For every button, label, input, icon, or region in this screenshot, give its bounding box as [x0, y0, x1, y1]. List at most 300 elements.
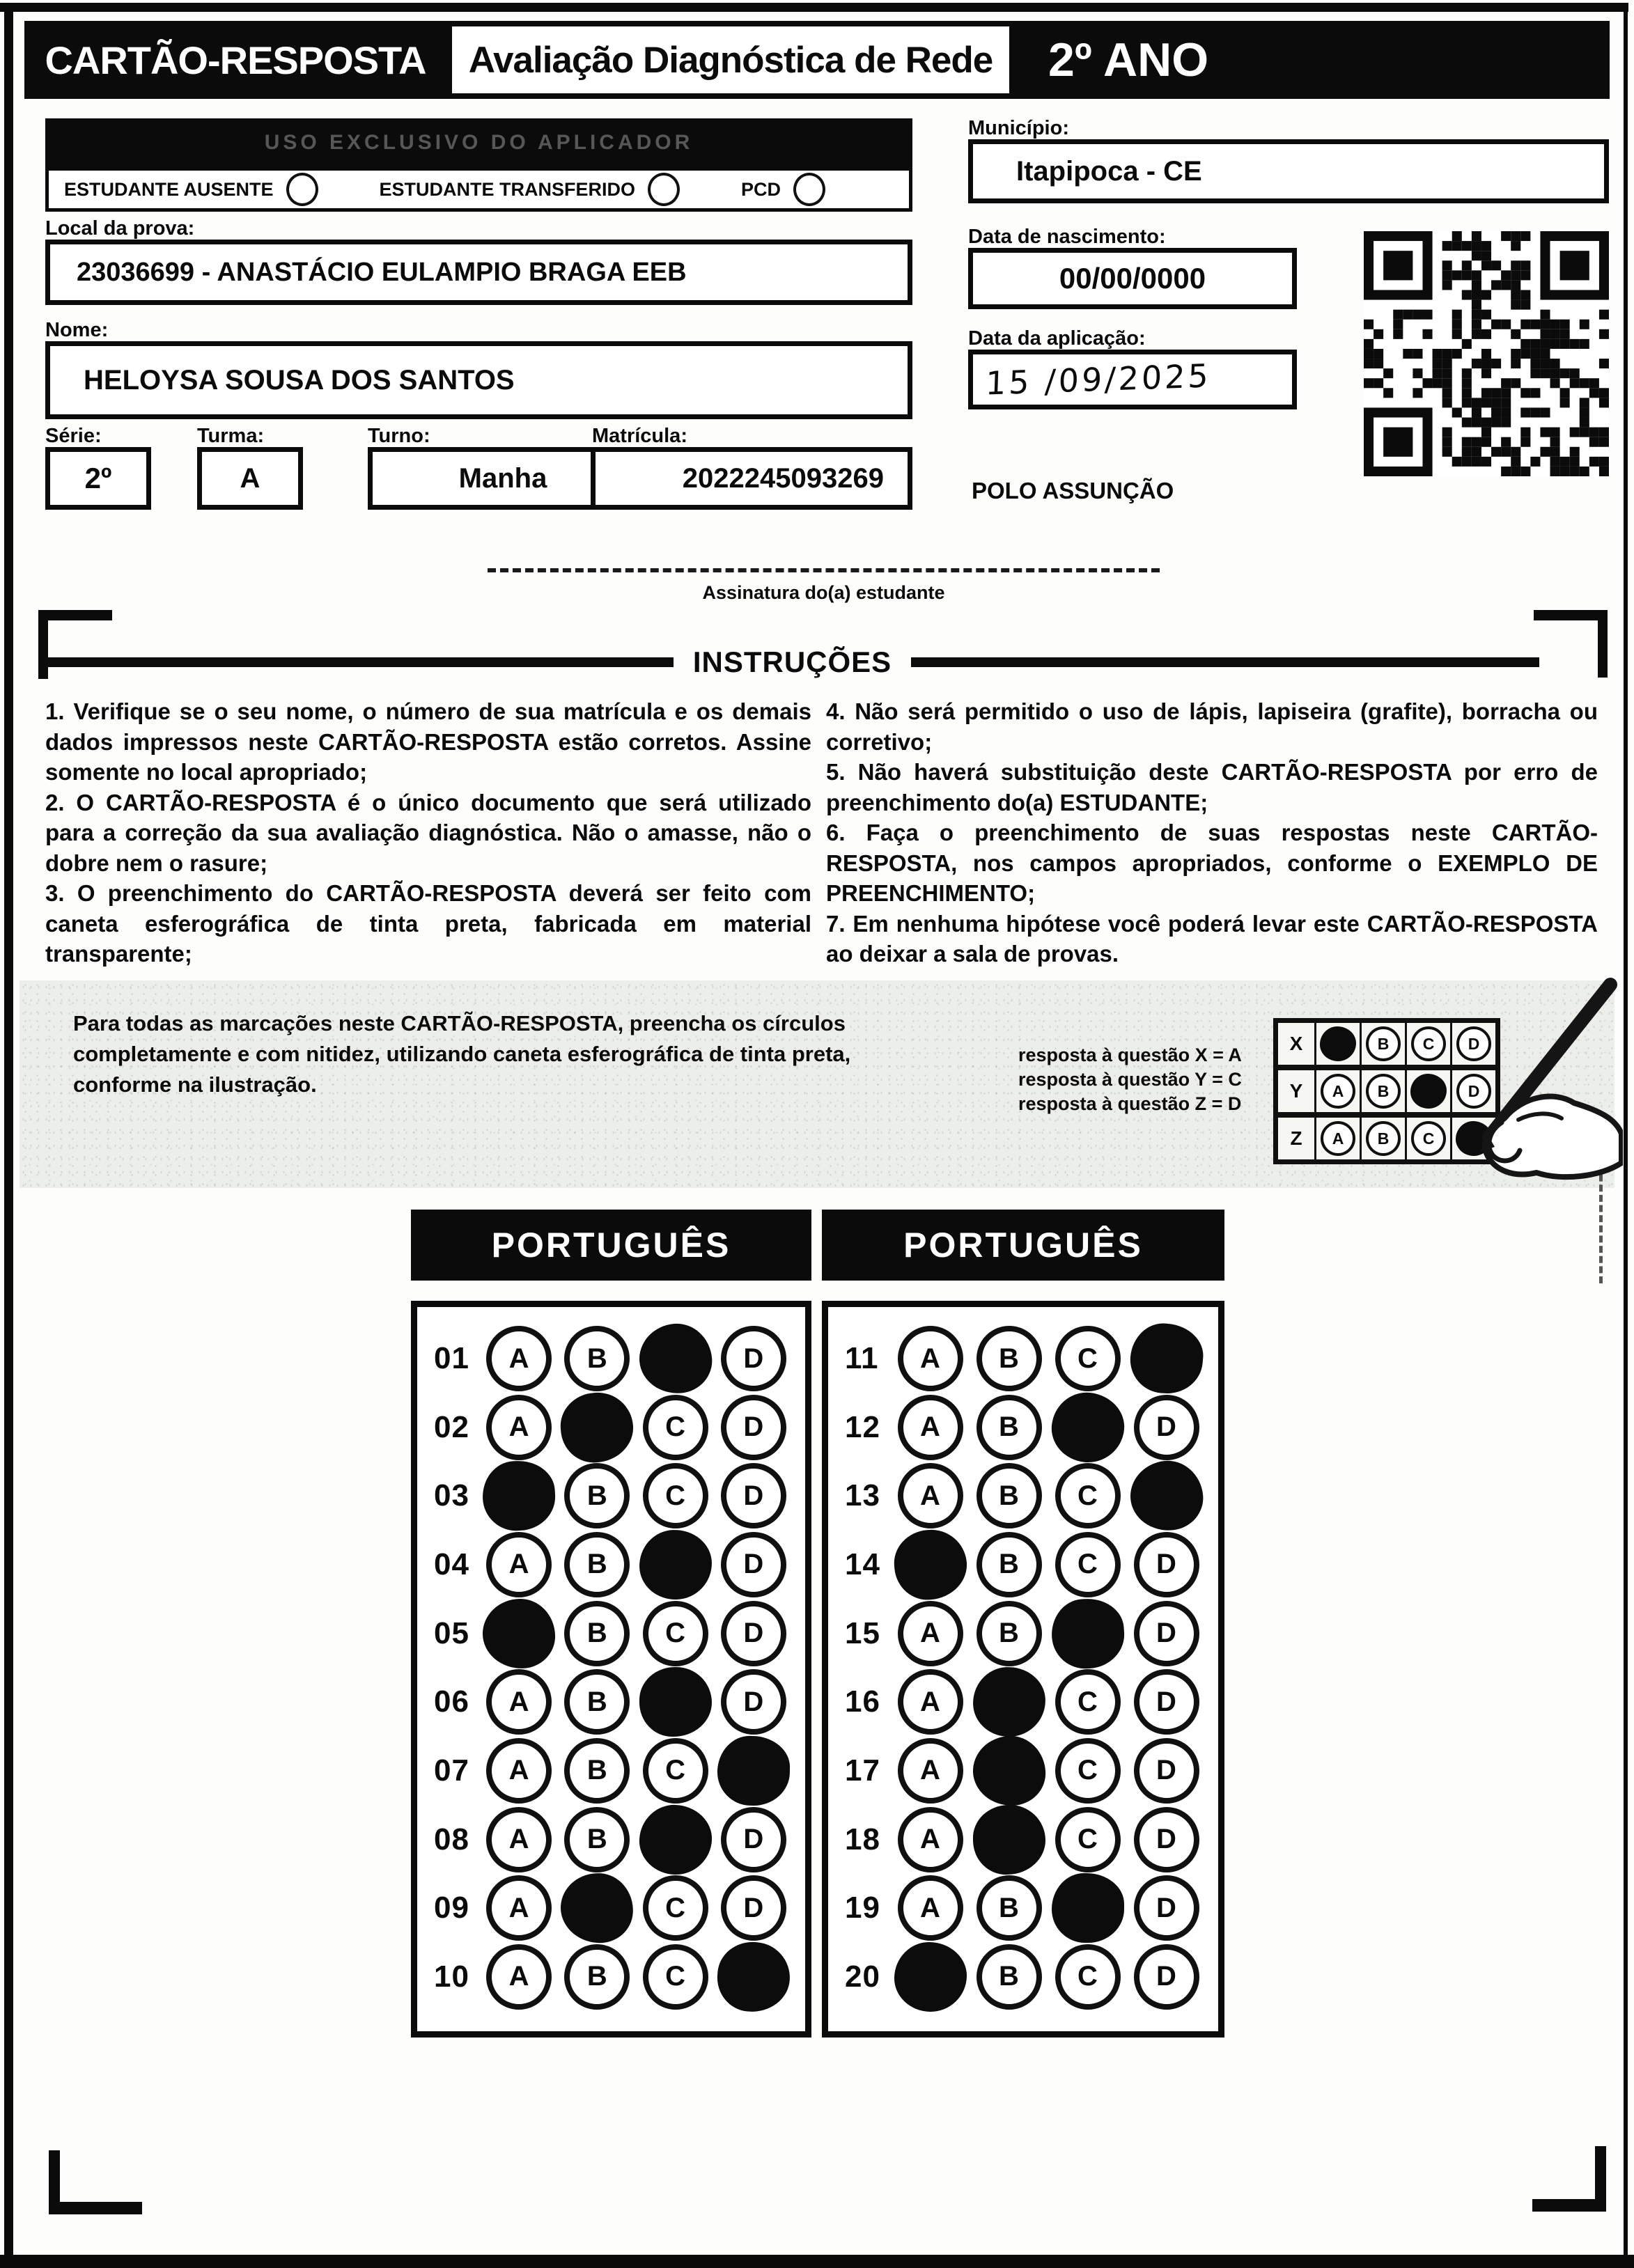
bubble-A[interactable]	[486, 1532, 552, 1597]
bubble-cell	[480, 1944, 558, 2010]
bubble-B[interactable]	[564, 1669, 630, 1735]
header-bar	[24, 21, 1610, 99]
bubble-letter: A	[920, 1892, 940, 1923]
bubble-C[interactable]	[643, 1601, 708, 1666]
bubble-letter: B	[999, 1961, 1019, 1992]
applicator-option-circle[interactable]	[793, 173, 825, 206]
bubble-C[interactable]	[1055, 1738, 1121, 1804]
question-number: 12	[845, 1409, 880, 1444]
bubble-A[interactable]	[898, 1395, 963, 1460]
matricula-label: Matrícula:	[592, 425, 687, 447]
bubble-B-marked[interactable]	[972, 1735, 1046, 1807]
question-number: 03	[434, 1478, 469, 1513]
bubble-letter: A	[508, 1892, 529, 1923]
bubble-cell	[1127, 1394, 1206, 1461]
bubble-B[interactable]	[564, 1807, 630, 1872]
bubble-B[interactable]	[564, 1463, 630, 1528]
signature-line[interactable]	[488, 568, 1160, 572]
question-number: 13	[845, 1478, 880, 1513]
grade-label: 2º ANO	[1015, 21, 1610, 99]
example-answer-notes	[1018, 1042, 1269, 1118]
bubble-cell	[970, 1737, 1048, 1804]
bubble-A[interactable]	[486, 1875, 552, 1941]
bubble-letter: C	[1422, 1034, 1435, 1053]
bubble-D[interactable]	[1134, 1738, 1199, 1804]
bubble-B[interactable]	[976, 1944, 1042, 2010]
example-bubble-cell[interactable]	[1316, 1118, 1362, 1159]
bubble-cell	[970, 1462, 1048, 1529]
bubble-letter: B	[586, 1618, 607, 1649]
bubble-A[interactable]	[898, 1669, 963, 1735]
example-bubble-A[interactable]	[1321, 1074, 1355, 1109]
bubble-letter: B	[586, 1824, 607, 1855]
example-bubble-B[interactable]	[1366, 1026, 1401, 1061]
bubble-letter: A	[508, 1755, 529, 1786]
instructions-title: INSTRUÇÕES	[692, 646, 892, 678]
bubble-cell	[1048, 1944, 1127, 2010]
bubble-letter: D	[1468, 1034, 1480, 1053]
bubble-D[interactable]	[1134, 1395, 1199, 1460]
bubble-cell	[715, 1668, 793, 1735]
answer-row	[417, 1600, 793, 1667]
question-number: 07	[434, 1753, 469, 1788]
example-bubble-A-marked[interactable]	[1320, 1026, 1356, 1061]
bubble-cell	[558, 1944, 636, 2010]
bubble-A[interactable]	[486, 1944, 552, 2010]
question-number: 15	[845, 1616, 880, 1650]
bubble-D-marked[interactable]	[1127, 1457, 1206, 1534]
bubble-cell	[1048, 1668, 1127, 1735]
example-bubble-B[interactable]	[1366, 1074, 1401, 1109]
bubble-A-marked[interactable]	[891, 1527, 969, 1603]
applicator-option	[741, 173, 825, 206]
bubble-letter: C	[665, 1411, 686, 1443]
answer-row	[417, 1806, 793, 1873]
bubble-letter: D	[1156, 1755, 1176, 1786]
answer-row	[417, 1462, 793, 1529]
bubble-C[interactable]	[1055, 1463, 1121, 1528]
bubble-letter: B	[586, 1686, 607, 1717]
bubble-D[interactable]	[721, 1395, 786, 1460]
bubble-cell	[1127, 1531, 1206, 1598]
applicator-option-circle[interactable]	[286, 173, 318, 206]
applicator-bar-label: USO EXCLUSIVO DO APLICADOR	[264, 131, 694, 154]
bubble-A-marked[interactable]	[894, 1941, 967, 2012]
bubble-C[interactable]	[1055, 1669, 1121, 1735]
instructions-column-left	[45, 696, 811, 969]
bubble-B[interactable]	[564, 1601, 630, 1666]
answer-row	[828, 1944, 1206, 2010]
bubble-A[interactable]	[486, 1807, 552, 1872]
bubble-A-marked[interactable]	[481, 1460, 557, 1533]
instruction-item: 7. Em nenhuma hipótese você poderá levar este CARTÃO-RESPOSTA ao deixar a sala de provas.	[826, 910, 1598, 967]
bubble-letter: A	[920, 1411, 940, 1443]
bubble-B[interactable]	[564, 1532, 630, 1597]
bubble-cell	[715, 1325, 793, 1392]
bubble-A[interactable]	[898, 1875, 963, 1941]
bubble-C[interactable]	[1055, 1326, 1121, 1391]
question-number: 05	[434, 1616, 469, 1650]
bubble-letter: D	[1468, 1081, 1480, 1100]
bubble-letter: B	[586, 1480, 607, 1511]
bubble-cell	[715, 1462, 793, 1529]
instruction-item: 4. Não será permitido o uso de lápis, lapiseira (grafite), borracha ou corretivo;	[826, 698, 1598, 755]
bubble-letter: B	[586, 1755, 607, 1786]
bubble-cell	[637, 1600, 715, 1667]
bubble-cell	[891, 1325, 970, 1392]
example-answer-note: resposta à questão Z = D	[1018, 1093, 1242, 1114]
bubble-D[interactable]	[721, 1669, 786, 1735]
bubble-C-marked[interactable]	[639, 1667, 712, 1737]
bubble-C-marked[interactable]	[638, 1804, 713, 1876]
bubble-D[interactable]	[721, 1601, 786, 1666]
bubble-A[interactable]	[898, 1601, 963, 1666]
example-bubble-A[interactable]	[1321, 1121, 1355, 1156]
bubble-cell	[637, 1394, 715, 1461]
bubble-letter: D	[743, 1480, 764, 1511]
bubble-cell	[1048, 1394, 1127, 1461]
instructions-header	[45, 646, 1539, 678]
turma-value: A	[240, 462, 260, 494]
page-border-top	[0, 3, 1628, 12]
bubble-C[interactable]	[643, 1944, 708, 2010]
nome-label: Nome:	[45, 319, 109, 341]
bubble-cell	[891, 1668, 970, 1735]
instruction-item: 5. Não haverá substituição deste CARTÃO-RESPOSTA por erro de preenchimento do(a) ESTUDANTE;	[826, 759, 1598, 815]
turma-box	[197, 447, 303, 510]
bubble-cell	[637, 1875, 715, 1941]
answer-row	[417, 1737, 793, 1804]
section-title-portugues-2: PORTUGUÊS	[822, 1210, 1224, 1281]
bubble-letter: A	[508, 1343, 529, 1374]
turma-label: Turma:	[197, 425, 265, 447]
bubble-D[interactable]	[721, 1807, 786, 1872]
bubble-letter: D	[1156, 1618, 1176, 1649]
qr-code	[1364, 231, 1609, 476]
nome-value: HELOYSA SOUSA DOS SANTOS	[84, 364, 515, 396]
nome-box	[45, 341, 912, 419]
bubble-letter: A	[508, 1549, 529, 1580]
example-answer-note: resposta à questão X = A	[1018, 1045, 1242, 1065]
bubble-cell	[558, 1462, 636, 1529]
bubble-letter: C	[1077, 1961, 1098, 1992]
bubble-cell	[480, 1325, 558, 1392]
bubble-cell	[558, 1394, 636, 1461]
turno-label: Turno:	[368, 425, 430, 447]
bubble-A[interactable]	[486, 1669, 552, 1735]
example-bubble-B[interactable]	[1366, 1121, 1401, 1156]
bubble-letter: C	[1077, 1343, 1098, 1374]
answer-row	[417, 1531, 793, 1598]
bubble-C[interactable]	[643, 1738, 708, 1804]
serie-value: 2º	[84, 462, 112, 494]
answer-row	[417, 1668, 793, 1735]
bubble-C-marked[interactable]	[1048, 1389, 1128, 1465]
bubble-letter: D	[1156, 1411, 1176, 1443]
bubble-letter: C	[665, 1755, 686, 1786]
bubble-letter: B	[586, 1343, 607, 1374]
question-number: 11	[845, 1341, 879, 1375]
example-row-label: X	[1278, 1023, 1316, 1065]
bubble-cell	[891, 1806, 970, 1873]
bubble-C[interactable]	[643, 1395, 708, 1460]
answer-row	[828, 1462, 1206, 1529]
corner-bracket-bottom-left	[49, 2150, 142, 2214]
applicator-option	[64, 173, 318, 206]
bubble-A[interactable]	[486, 1395, 552, 1460]
answer-row	[828, 1394, 1206, 1461]
bubble-cell	[558, 1737, 636, 1804]
bubble-cell	[891, 1944, 970, 2010]
bubble-cell	[970, 1325, 1048, 1392]
example-row-label: Z	[1278, 1118, 1316, 1159]
applicator-option-circle[interactable]	[648, 173, 680, 206]
bubble-cell	[891, 1737, 970, 1804]
bubble-cell	[480, 1394, 558, 1461]
bubble-D[interactable]	[721, 1875, 786, 1941]
serie-label: Série:	[45, 425, 102, 447]
bubble-cell	[715, 1737, 793, 1804]
bubble-cell	[1048, 1531, 1127, 1598]
bubble-cell	[1127, 1806, 1206, 1873]
bubble-letter: C	[665, 1618, 686, 1649]
bubble-cell	[1048, 1462, 1127, 1529]
section-title-portugues-1: PORTUGUÊS	[411, 1210, 811, 1281]
bubble-cell	[480, 1737, 558, 1804]
applicator-option-label: PCD	[740, 178, 781, 200]
bubble-cell	[1048, 1806, 1127, 1873]
data-aplicacao-handwritten-value: 15 /09/2025	[985, 357, 1212, 402]
bubble-B-marked[interactable]	[559, 1390, 636, 1464]
data-nascimento-value: 00/00/0000	[1059, 262, 1206, 295]
bubble-D[interactable]	[1134, 1944, 1199, 2010]
bubble-D[interactable]	[721, 1326, 786, 1391]
bubble-B[interactable]	[976, 1532, 1042, 1597]
bubble-A[interactable]	[898, 1463, 963, 1528]
bubble-B[interactable]	[564, 1738, 630, 1804]
bubble-cell	[637, 1325, 715, 1392]
corner-bracket-bottom-right	[1532, 2146, 1606, 2212]
bubble-B[interactable]	[976, 1326, 1042, 1391]
bubble-letter: B	[999, 1411, 1019, 1443]
bubble-letter: A	[508, 1686, 529, 1717]
bubble-D-marked[interactable]	[715, 1939, 793, 2014]
answer-row	[828, 1531, 1206, 1598]
bubble-B-marked[interactable]	[972, 1804, 1046, 1875]
bubble-cell	[970, 1875, 1048, 1941]
bubble-letter: D	[743, 1686, 764, 1717]
local-da-prova-box	[45, 240, 912, 305]
bubble-cell	[637, 1531, 715, 1598]
bubble-letter: B	[999, 1618, 1019, 1649]
bubble-C[interactable]	[1055, 1807, 1121, 1872]
data-nascimento-label: Data de nascimento:	[968, 226, 1166, 248]
bubble-cell	[1127, 1737, 1206, 1804]
bubble-C[interactable]	[643, 1463, 708, 1528]
bubble-cell	[637, 1944, 715, 2010]
bubble-cell	[1127, 1668, 1206, 1735]
bubble-cell	[1048, 1600, 1127, 1667]
bubble-cell	[558, 1325, 636, 1392]
bubble-C[interactable]	[1055, 1532, 1121, 1597]
bubble-letter: D	[743, 1618, 764, 1649]
bubble-B-marked[interactable]	[559, 1872, 635, 1945]
example-bubble-cell[interactable]	[1316, 1023, 1362, 1065]
data-aplicacao-box[interactable]	[968, 350, 1297, 409]
instruction-item: 2. O CARTÃO-RESPOSTA é o único documento que será utilizado para a correção da sua avaliação diagnóstica. Não o amasse, não o dobre nem o rasure;	[45, 789, 811, 876]
answer-row	[417, 1325, 793, 1392]
example-bubble-cell[interactable]	[1316, 1070, 1362, 1112]
bubble-letter: C	[665, 1961, 686, 1992]
bubble-cell	[480, 1600, 558, 1667]
applicator-options-row	[45, 167, 912, 212]
bubble-cell	[891, 1531, 970, 1598]
answer-row	[828, 1806, 1206, 1873]
bubble-D[interactable]	[721, 1463, 786, 1528]
bubble-cell	[891, 1394, 970, 1461]
bubble-letter: B	[999, 1892, 1019, 1923]
serie-box	[45, 447, 151, 510]
bubble-A-marked[interactable]	[482, 1598, 556, 1669]
bubble-A[interactable]	[486, 1738, 552, 1804]
bubble-letter: C	[665, 1892, 686, 1923]
bubble-cell	[970, 1668, 1048, 1735]
question-number: 04	[434, 1547, 469, 1581]
bubble-letter: B	[586, 1961, 607, 1992]
bubble-D[interactable]	[1134, 1669, 1199, 1735]
answer-row	[828, 1668, 1206, 1735]
bubble-A[interactable]	[898, 1326, 963, 1391]
bubble-cell	[715, 1531, 793, 1598]
bubble-letter: A	[1332, 1081, 1344, 1100]
bubble-cell	[1048, 1737, 1127, 1804]
answer-row	[828, 1600, 1206, 1667]
answer-block-questions-11-20	[822, 1301, 1224, 2038]
bubble-cell	[637, 1668, 715, 1735]
polo-label: POLO ASSUNÇÃO	[972, 478, 1174, 503]
bubble-C-marked[interactable]	[1052, 1873, 1124, 1943]
question-number: 10	[434, 1959, 469, 1994]
bubble-letter: A	[508, 1411, 529, 1443]
bubble-cell	[1127, 1462, 1206, 1529]
bubble-letter: D	[743, 1549, 764, 1580]
instructions-column-right	[826, 696, 1598, 969]
bubble-cell	[970, 1394, 1048, 1461]
bubble-cell	[558, 1806, 636, 1873]
bubble-D-marked[interactable]	[1127, 1321, 1205, 1397]
answer-row	[417, 1944, 793, 2010]
bubble-D[interactable]	[1134, 1532, 1199, 1597]
corner-bracket-top-right	[1534, 610, 1608, 678]
bubble-cell	[1048, 1325, 1127, 1392]
bubble-cell	[1127, 1875, 1206, 1941]
bubble-C-marked[interactable]	[1049, 1596, 1126, 1671]
answer-row	[417, 1394, 793, 1461]
bubble-cell	[637, 1737, 715, 1804]
bubble-letter: B	[1377, 1034, 1390, 1053]
bubble-D[interactable]	[1134, 1875, 1199, 1941]
bubble-letter: A	[920, 1755, 940, 1786]
applicator-option-label: ESTUDANTE TRANSFERIDO	[379, 178, 636, 200]
bubble-cell	[480, 1462, 558, 1529]
bubble-B[interactable]	[976, 1463, 1042, 1528]
bubble-cell	[715, 1875, 793, 1941]
bubble-cell	[480, 1668, 558, 1735]
bubble-B[interactable]	[976, 1395, 1042, 1460]
bubble-cell	[715, 1806, 793, 1873]
answer-row	[828, 1325, 1206, 1392]
bubble-letter: A	[920, 1618, 940, 1649]
example-text: Para todas as marcações neste CARTÃO-RESPOSTA, preencha os círculos completamente e com nitidez, utilizando caneta esferográfica de tinta preta, conforme na ilustração.	[73, 1011, 851, 1097]
instruction-item: 6. Faça o preenchimento de suas respostas neste CARTÃO-RESPOSTA, nos campos apropriados, conforme o EXEMPLO DE PREENCHIMENTO;	[826, 820, 1598, 907]
bubble-D[interactable]	[721, 1532, 786, 1597]
bubble-letter: D	[743, 1343, 764, 1374]
bubble-letter: C	[1077, 1686, 1098, 1717]
bubble-B[interactable]	[976, 1875, 1042, 1941]
bubble-C-marked[interactable]	[638, 1528, 713, 1601]
bubble-cell	[715, 1600, 793, 1667]
municipio-value: Itapipoca - CE	[1016, 155, 1202, 187]
bubble-cell	[715, 1394, 793, 1461]
bubble-letter: D	[1156, 1961, 1176, 1992]
question-number: 01	[434, 1341, 469, 1375]
bubble-letter: A	[920, 1686, 940, 1717]
bubble-letter: C	[1077, 1824, 1098, 1855]
question-number: 09	[434, 1891, 469, 1925]
answer-row	[828, 1737, 1206, 1804]
bubble-letter: C	[1077, 1755, 1098, 1786]
bubble-A[interactable]	[898, 1807, 963, 1872]
bubble-B[interactable]	[564, 1944, 630, 2010]
bubble-B[interactable]	[976, 1601, 1042, 1666]
bubble-A[interactable]	[486, 1326, 552, 1391]
instructions-rule-right	[911, 657, 1539, 667]
applicator-option	[380, 173, 680, 206]
turno-value: Manha	[458, 462, 547, 494]
bubble-A[interactable]	[898, 1738, 963, 1804]
bubble-B[interactable]	[564, 1326, 630, 1391]
answer-block-questions-01-10	[411, 1301, 811, 2038]
applicator-option-label: ESTUDANTE AUSENTE	[64, 178, 274, 200]
bubble-C[interactable]	[1055, 1944, 1121, 2010]
bubble-letter: A	[1332, 1129, 1344, 1148]
bubble-letter: D	[1156, 1686, 1176, 1717]
bubble-C-marked[interactable]	[636, 1321, 714, 1397]
bubble-D[interactable]	[1134, 1601, 1199, 1666]
bubble-letter: A	[920, 1480, 940, 1511]
bubble-B-marked[interactable]	[971, 1666, 1047, 1739]
bubble-D-marked[interactable]	[717, 1735, 791, 1806]
applicator-bar	[45, 118, 912, 167]
question-number: 02	[434, 1409, 469, 1444]
local-da-prova-label: Local da prova:	[45, 217, 195, 240]
bubble-letter: B	[1377, 1081, 1390, 1100]
bubble-letter: A	[508, 1824, 529, 1855]
bubble-cell	[970, 1531, 1048, 1598]
bubble-cell	[970, 1806, 1048, 1873]
bubble-cell	[480, 1875, 558, 1941]
bubble-cell	[558, 1668, 636, 1735]
question-number: 19	[845, 1891, 880, 1925]
bubble-letter: D	[743, 1892, 764, 1923]
bubble-cell	[558, 1875, 636, 1941]
bubble-cell	[558, 1531, 636, 1598]
signature-label: Assinatura do(a) estudante	[702, 582, 945, 603]
question-number: 08	[434, 1822, 469, 1856]
bubble-cell	[1127, 1325, 1206, 1392]
bubble-C[interactable]	[643, 1875, 708, 1941]
bubble-D[interactable]	[1134, 1807, 1199, 1872]
